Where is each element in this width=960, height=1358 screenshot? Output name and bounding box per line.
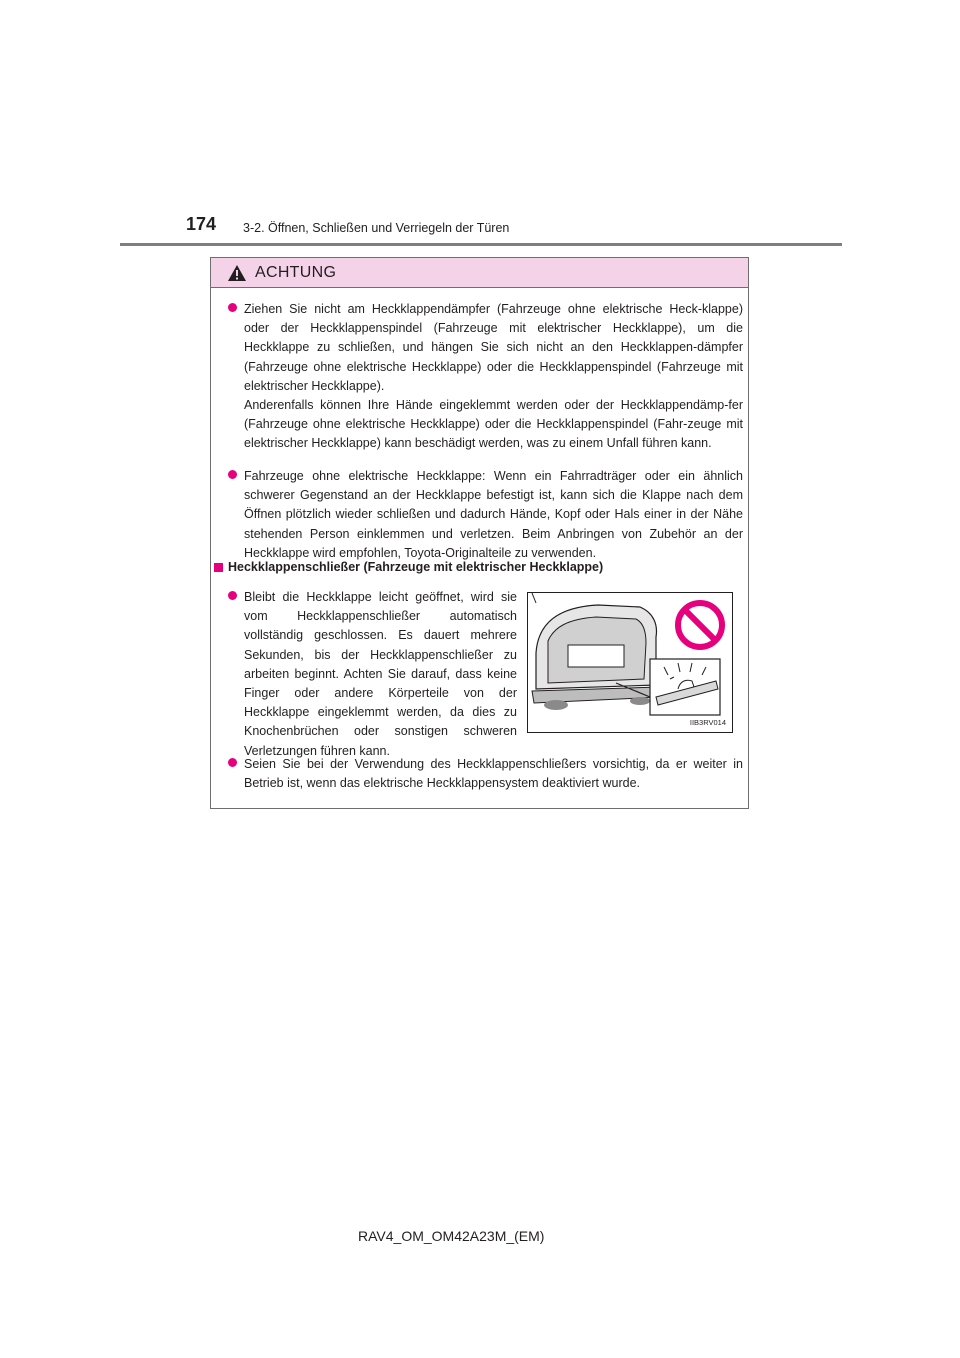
bullet-paragraph: Ziehen Sie nicht am Heckklappendämpfer (Fahrzeuge ohne elektrische Heck-klappe) oder der Heckklappenspindel (Fahrzeuge mit elektrischer Heckklappe), um die Heckklappe zu schließen, und hängen Sie sich nicht an den Heckklappen-dämpfer (Fahrzeuge ohne elektrische Heckklappe) oder die Heckklappenspindel (Fahrzeuge mit elektrischer Heckklappe). [244, 302, 743, 393]
section-title: 3-2. Öffnen, Schließen und Verriegeln der Türen [243, 221, 510, 235]
bullet-item [228, 467, 743, 563]
subheading-text: Heckklappenschließer (Fahrzeuge mit elektrischer Heckklappe) [228, 560, 604, 574]
bullet-text: Seien Sie bei der Verwendung des Heckklappenschließers vorsichtig, da er weiter in Betrieb ist, wenn das elektrische Heckklappensystem deaktiviert wurde. [244, 757, 743, 791]
warning-box [210, 257, 749, 809]
header-rule [120, 243, 842, 246]
subheading [214, 560, 603, 574]
warning-triangle-icon [227, 264, 247, 282]
bullet-text: Fahrzeuge ohne elektrische Heckklappe: Wenn ein Fahrradträger oder ein ähnlich schwerer Gegenstand an der Heckklappe befestigt ist, kann sich die Klappe nach dem Öffnen plötzlich wieder schließen und dadurch Hände, Kopf oder Hals einer in der Nähe stehenden Person einklemmen und verletzen. Beim Anbringen von Zubehör an der Heckklappe wird empfohlen, Toyota-Originalteile zu verwenden. [244, 469, 743, 560]
bullet-dot-icon [228, 470, 237, 479]
square-marker-icon [214, 563, 223, 572]
bullet-item [228, 755, 743, 793]
bullet-dot-icon [228, 758, 237, 767]
illustration [527, 592, 733, 733]
bullet-text: Bleibt die Heckklappe leicht geöffnet, wird sie vom Heckklappenschließer automatisch vollständig geschlossen. Es dauert mehrere Sekunden, bis der Heckklappenschließer zu arbeiten beginnt. Achten Sie darauf, dass keine Finger oder andere Körperteile von der Heckklappe eingeklemmt werden, da dies zu Knochenbrüchen oder sonstigen schweren Verletzungen führen kann. [244, 590, 517, 758]
warning-title: ACHTUNG [255, 263, 337, 281]
bullet-item [228, 588, 517, 761]
bullet-paragraph: Anderenfalls können Ihre Hände eingeklemmt werden oder der Heckklappendämp-fer (Fahrzeuge ohne elektrische Heckklappe) oder die Heckklappenspindel (Fahr-zeuge mit elektrischer Heckklappe) kann beschädigt werden, was zu einem Unfall führen kann. [244, 398, 743, 451]
bullet-text [244, 300, 743, 454]
bullet-dot-icon [228, 591, 237, 600]
illustration-caption: IIB3RV014 [689, 718, 726, 727]
tailgate-pinch-illustration [528, 593, 732, 732]
bullet-item [228, 300, 743, 454]
warning-header [211, 258, 748, 288]
page-number: 174 [186, 214, 217, 234]
bullet-dot-icon [228, 303, 237, 312]
footer-code: RAV4_OM_OM42A23M_(EM) [358, 1228, 545, 1244]
